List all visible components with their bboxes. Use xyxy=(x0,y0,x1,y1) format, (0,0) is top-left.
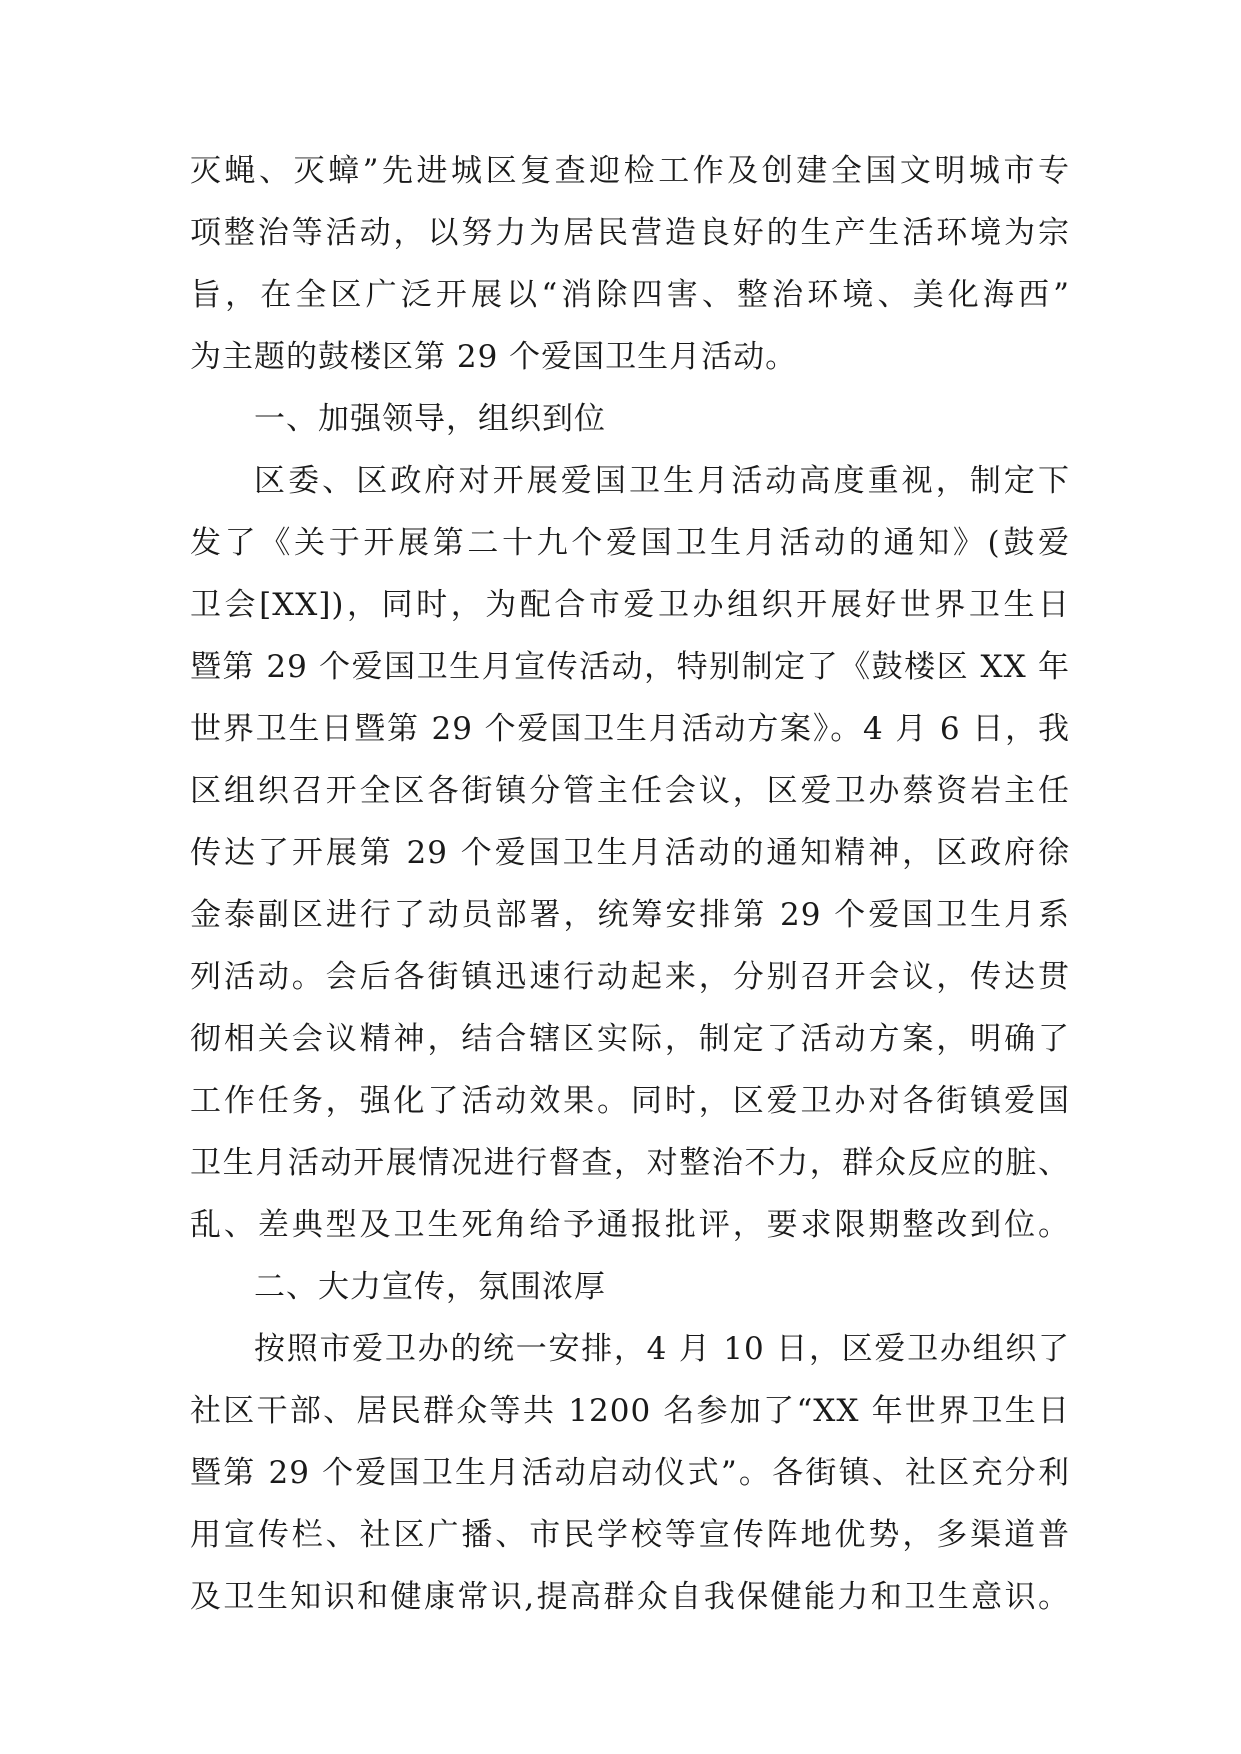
paragraph-line: 暨第 29 个爱国卫生月宣传活动，特别制定了《鼓楼区 XX 年 xyxy=(190,649,1070,685)
paragraph-line: 项整治等活动，以努力为居民营造良好的生产生活环境为宗 xyxy=(190,215,1070,251)
paragraph-line: 用宣传栏、社区广播、市民学校等宣传阵地优势，多渠道普 xyxy=(190,1517,1070,1553)
paragraph-line: 发了《关于开展第二十九个爱国卫生月活动的通知》(鼓爱 xyxy=(190,525,1070,561)
paragraph-line: 灭蝇、灭蟑”先进城区复查迎检工作及创建全国文明城市专 xyxy=(190,153,1070,189)
section-heading: 二、大力宣传，氛围浓厚 xyxy=(254,1269,606,1305)
paragraph-line: 工作任务，强化了活动效果。同时，区爱卫办对各街镇爱国 xyxy=(190,1083,1070,1119)
paragraph-line: 区组织召开全区各街镇分管主任会议，区爱卫办蔡资岩主任 xyxy=(190,773,1070,809)
paragraph-line: 金泰副区进行了动员部署，统筹安排第 29 个爱国卫生月系 xyxy=(190,897,1070,933)
paragraph-line: 及卫生知识和健康常识,提高群众自我保健能力和卫生意识。 xyxy=(190,1579,1070,1615)
paragraph-line: 区委、区政府对开展爱国卫生月活动高度重视，制定下 xyxy=(254,463,1070,499)
paragraph-line: 列活动。会后各街镇迅速行动起来，分别召开会议，传达贯 xyxy=(190,959,1070,995)
paragraph-line: 为主题的鼓楼区第 29 个爱国卫生月活动。 xyxy=(190,339,798,375)
paragraph-line: 按照市爱卫办的统一安排，4 月 10 日，区爱卫办组织了 xyxy=(254,1331,1070,1367)
paragraph-line: 卫会[XX])，同时，为配合市爱卫办组织开展好世界卫生日 xyxy=(190,587,1070,623)
paragraph-line: 暨第 29 个爱国卫生月活动启动仪式”。各街镇、社区充分利 xyxy=(190,1455,1070,1491)
paragraph-line: 传达了开展第 29 个爱国卫生月活动的通知精神，区政府徐 xyxy=(190,835,1070,871)
paragraph-line: 卫生月活动开展情况进行督查，对整治不力，群众反应的脏、 xyxy=(190,1145,1070,1181)
paragraph-line: 乱、差典型及卫生死角给予通报批评，要求限期整改到位。 xyxy=(190,1207,1070,1243)
section-heading: 一、加强领导，组织到位 xyxy=(254,401,606,437)
paragraph-line: 社区干部、居民群众等共 1200 名参加了“XX 年世界卫生日 xyxy=(190,1393,1070,1429)
paragraph-line: 世界卫生日暨第 29 个爱国卫生月活动方案》。4 月 6 日，我 xyxy=(190,711,1070,747)
document-body xyxy=(190,140,1070,1628)
paragraph-line: 彻相关会议精神，结合辖区实际，制定了活动方案，明确了 xyxy=(190,1021,1070,1057)
paragraph-line: 旨，在全区广泛开展以“消除四害、整治环境、美化海西” xyxy=(190,277,1070,313)
